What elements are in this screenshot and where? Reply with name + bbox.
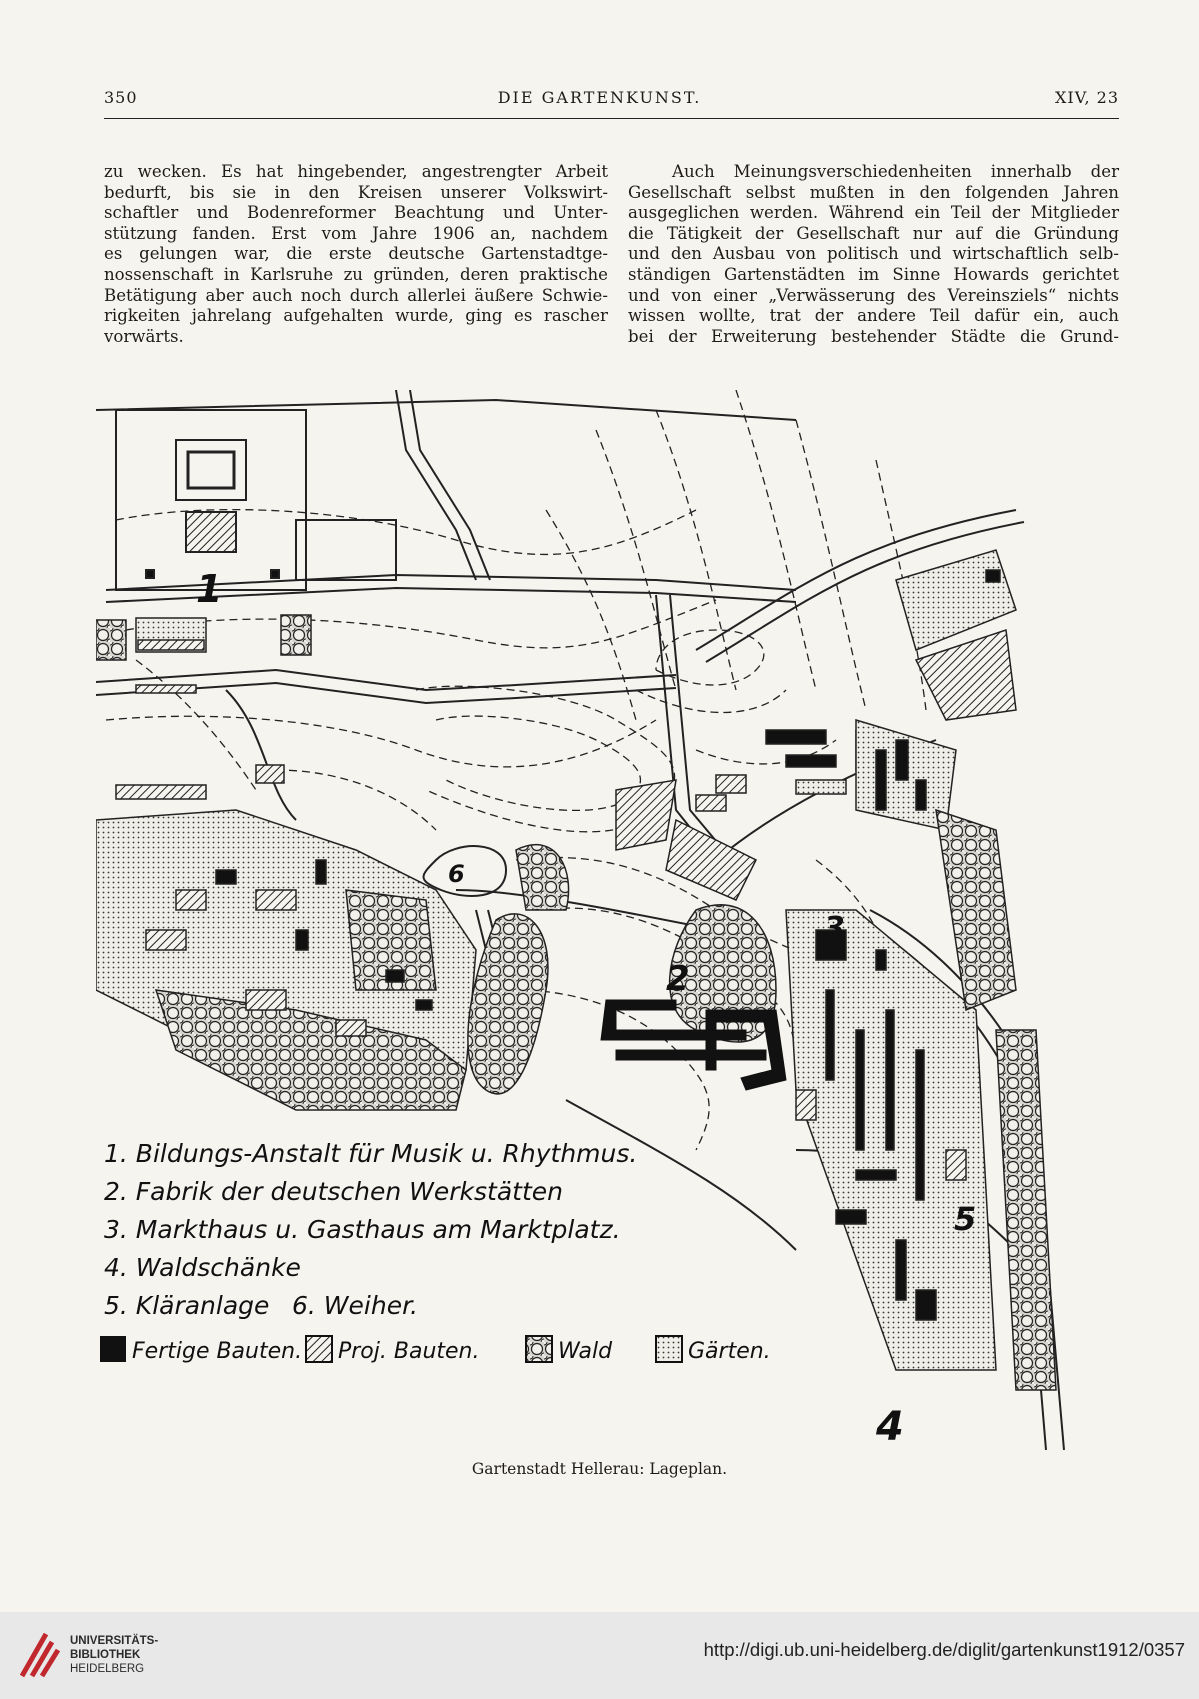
label-2: 2 (666, 959, 690, 999)
library-footer (0, 1612, 1199, 1699)
swatch-forest (526, 1336, 552, 1362)
figure-caption: Gartenstadt Hellerau: Lageplan. (471, 1460, 728, 1478)
text-line: es gelungen war, die erste deutsche Gartenstadtge- (104, 244, 608, 264)
label-1: 1 (196, 567, 223, 611)
library-name-line: BIBLIOTHEK (70, 1649, 141, 1661)
upper-right-cluster (856, 550, 1016, 830)
label-3: 3 (824, 911, 845, 946)
logo-mark (22, 1634, 58, 1676)
text-line: Auch Meinungsverschiedenheiten innerhalb der (672, 162, 1119, 181)
volume-issue: XIV, 23 (1055, 88, 1119, 107)
legend-gardens: Gärten. (688, 1339, 771, 1364)
text-line: schaftler und Bodenreformer Beachtung und Unter- (104, 203, 608, 223)
legend-projected: Proj. Bauten. (338, 1339, 480, 1364)
pond (424, 846, 507, 896)
page-number: 350 (104, 88, 138, 107)
text-line: rigkeiten jahrelang aufgehalten wurde, ging es rascher (104, 306, 608, 326)
swatch-projected (306, 1336, 332, 1362)
text-line: vorwärts. (104, 326, 184, 346)
legend-item-5: 5. Kläranlage (104, 1291, 270, 1320)
library-name-line: UNIVERSITÄTS- (70, 1635, 159, 1647)
label-4: 4 (876, 1404, 904, 1450)
university-library-logo (16, 1626, 64, 1682)
legend-item-3: 3. Markthaus u. Gasthaus am Marktplatz. (104, 1215, 621, 1244)
text-line: bei der Erweiterung bestehender Städte die Grund- (628, 326, 1119, 346)
header-rule (104, 118, 1119, 119)
library-name-line: HEIDELBERG (70, 1663, 145, 1675)
text-column-left (104, 162, 608, 347)
running-title: DIE GARTENKUNST. (497, 88, 702, 107)
permalink-url[interactable]: http://digi.ub.uni-heidelberg.de/diglit/gartenkunst1912/0357 (703, 1639, 1185, 1660)
text-line: wissen wollte, trat der andere Teil dafür ein, auch (628, 306, 1119, 326)
legend-item-4: 4. Waldschänke (104, 1253, 301, 1282)
text-line: ausgeglichen werden. Während ein Teil der Mitglieder (628, 203, 1119, 223)
legend-built: Fertige Bauten. (132, 1339, 303, 1364)
label-6: 6 (448, 860, 465, 888)
upper-left-blocks (96, 615, 311, 799)
central-row-houses (616, 730, 866, 900)
text-line: Gesellschaft selbst mußten in den folgenden Jahren (628, 182, 1119, 202)
text-line: die Tätigkeit der Gesellschaft nur auf die Gründung (628, 223, 1119, 243)
legend-item-6: 6. Weiher. (292, 1291, 419, 1320)
legend-forest: Wald (558, 1339, 613, 1364)
text-line: und von einer „Verwässerung des Vereinsziels“ nichts (628, 285, 1119, 305)
text-line: bedurft, bis sie in den Kreisen unserer Volkswirt- (104, 182, 608, 202)
library-name (70, 1634, 158, 1676)
text-column-right (628, 162, 1119, 347)
text-line: Betätigung aber auch noch durch allerlei äußere Schwie- (104, 285, 608, 305)
site-plan-map (96, 390, 1128, 1450)
legend-item-2: 2. Fabrik der deutschen Werkstätten (104, 1177, 564, 1206)
text-line: und den Ausbau von politisch und wirtschaftlich selb- (628, 244, 1119, 264)
text-line: stützung fanden. Erst vom Jahre 1906 an, nachdem (104, 223, 608, 243)
left-housing-cluster (96, 810, 476, 1110)
text-line: ständigen Gartenstädten im Sinne Howards gerichtet (628, 264, 1119, 284)
text-line: zu wecken. Es hat hingebender, angestrengter Arbeit (104, 162, 608, 181)
area-1-institute (116, 410, 396, 590)
swatch-gardens (656, 1336, 682, 1362)
text-line: nossenschaft in Karlsruhe zu gründen, deren praktische (104, 264, 608, 284)
swatch-built (100, 1336, 126, 1362)
map-legend (96, 1125, 771, 1445)
right-housing-column (786, 810, 1056, 1390)
label-5: 5 (954, 1200, 977, 1238)
legend-item-1: 1. Bildungs-Anstalt für Musik u. Rhythmus. (104, 1139, 638, 1168)
